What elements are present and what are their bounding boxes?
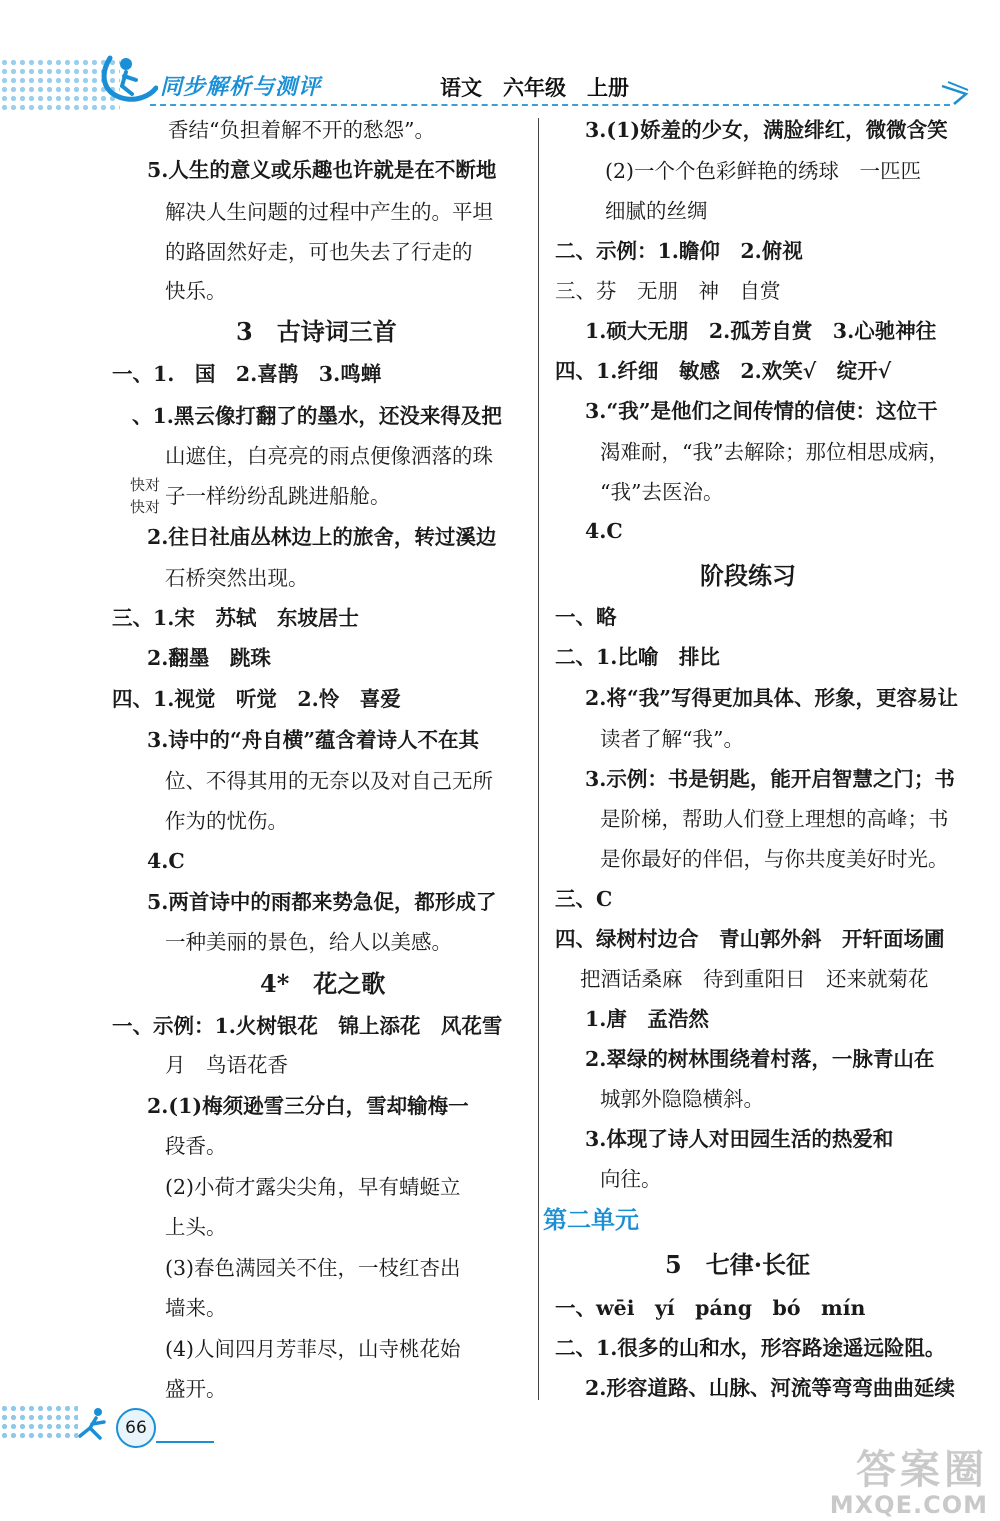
answer-line: 一、wēi yí páng bó mín [555,1296,866,1320]
answer-line: 5.两首诗中的雨都来势急促，都形成了 [147,890,497,914]
answer-line: 快乐。 [165,279,227,303]
answer-line: 把酒话桑麻 待到重阳日 还来就菊花 [580,967,929,991]
answer-line: 二、1.很多的山和水，形容路途遥远险阻。 [555,1336,946,1360]
answer-line: 香结“负担着解不开的愁怨”。 [168,118,435,142]
answer-line: 三、C [555,887,613,911]
answer-line: 石桥突然出现。 [165,566,309,590]
answer-line: 上头。 [165,1215,227,1239]
answer-line: 是阶梯，帮助人们登上理想的高峰；书 [600,807,949,831]
answer-line: 三、1.宋 苏轼 东坡居士 [112,606,359,630]
book-title: 同步解析与测评 [160,75,322,100]
answer-line: 2.将“我”写得更加具体、形象，更容易让 [585,686,958,710]
watermark [830,1448,988,1518]
answer-line: 三、芬 无朋 神 自赏 [555,279,781,303]
answer-line: 一、1. 国 2.喜鹊 3.鸣蝉 [112,362,382,386]
answer-line: 盛开。 [165,1377,227,1401]
header-arrow-icon [940,80,970,106]
answer-line: 、1.黑云像打翻了的墨水，还没来得及把 [132,404,502,428]
answer-line: 3.示例：书是钥匙，能开启智慧之门；书 [585,767,955,791]
section-title: 5 七律·长征 [665,1250,811,1279]
answer-line: 月 鸟语花香 [165,1053,288,1077]
margin-note: 快对 [130,476,161,494]
book-logo-icon [96,52,158,104]
page-number: 66 [116,1408,156,1448]
answer-line: 4.C [147,849,185,873]
answer-line: 2.形容道路、山脉、河流等弯弯曲曲延续 [585,1376,955,1400]
footer-dot-pattern [0,1404,78,1442]
running-figure-icon [74,1406,114,1442]
answer-line: (4)人间四月芳菲尽，山寺桃花始 [165,1337,461,1361]
answer-line: 2.往日社庙丛林边上的旅舍，转过溪边 [147,525,497,549]
column-divider [538,118,539,1400]
answer-line: 一、示例：1.火树银花 锦上添花 风花雪 [112,1014,503,1038]
answer-line: (3)春色满园关不住，一枝红杏出 [165,1256,461,1280]
watermark-url: MXQE.COM [829,1491,988,1519]
section-title: 3 古诗词三首 [236,317,397,346]
answer-line: 子一样纷纷乱跳进船舱。 [165,484,391,508]
subject-info: 语文 六年级 上册 [440,75,629,100]
answer-line: 1.硕大无朋 2.孤芳自赏 3.心驰神往 [585,319,937,343]
answer-line: 3.体现了诗人对田园生活的热爱和 [585,1127,894,1151]
unit-title: 第二单元 [543,1206,639,1234]
watermark-title: 答案圈 [856,1447,988,1493]
section-title: 阶段练习 [700,561,796,590]
margin-note: 快对 [130,498,161,516]
answer-line: 墙来。 [165,1296,227,1320]
answer-line: 段香。 [165,1134,227,1158]
answer-line: 一、略 [555,605,617,629]
answer-line: 读者了解“我”。 [600,727,744,751]
answer-line: 3.诗中的“舟自横”蕴含着诗人不在其 [147,728,479,752]
answer-line: 的路固然好走，可也失去了行走的 [165,240,473,264]
section-title: 4* 花之歌 [260,969,386,998]
answer-line: 4.C [585,519,623,543]
page-number-underline [156,1441,214,1443]
answer-line: 二、1.比喻 排比 [555,645,720,669]
answer-line: 1.唐 孟浩然 [585,1007,709,1031]
page-header [0,0,1000,118]
answer-line: 3.“我”是他们之间传情的信使：这位干 [585,399,938,423]
answer-line: 解决人生问题的过程中产生的。平坦 [165,200,493,224]
answer-line: 3.(1)娇羞的少女，满脸绯红，微微含笑 [585,118,948,142]
answer-line: 四、1.视觉 听觉 2.怜 喜爱 [112,687,401,711]
answer-line: 城郭外隐隐横斜。 [600,1087,764,1111]
answer-line: 2.翠绿的树林围绕着村落，一脉青山在 [585,1047,935,1071]
answer-line: 一种美丽的景色，给人以美感。 [165,930,452,954]
answer-line: 山遮住，白亮亮的雨点便像洒落的珠 [165,444,493,468]
answer-line: 渴难耐，“我”去解除；那位相思成病， [600,440,949,464]
answer-line: 2.翻墨 跳珠 [147,646,271,670]
header-divider [150,104,950,106]
answer-line: 四、绿树村边合 青山郭外斜 开轩面场圃 [555,927,945,951]
answer-line: 2.(1)梅须逊雪三分白，雪却输梅一 [147,1094,469,1118]
answer-line: 四、1.纤细 敏感 2.欢笑√ 绽开√ [555,359,892,383]
answer-line: “我”去医治。 [600,480,724,504]
answer-line: 细腻的丝绸 [605,199,708,223]
answer-line: (2)一个个色彩鲜艳的绣球 一匹匹 [605,159,922,183]
answer-line: (2)小荷才露尖尖角，早有蜻蜓立 [165,1175,461,1199]
answer-line: 向往。 [600,1167,662,1191]
answer-line: 位、不得其用的无奈以及对自己无所 [165,769,493,793]
answer-line: 作为的忧伤。 [165,809,288,833]
answer-line: 是你最好的伴侣，与你共度美好时光。 [600,847,949,871]
answer-line: 5.人生的意义或乐趣也许就是在不断地 [147,158,497,182]
answer-line: 二、示例：1.瞻仰 2.俯视 [555,239,803,263]
